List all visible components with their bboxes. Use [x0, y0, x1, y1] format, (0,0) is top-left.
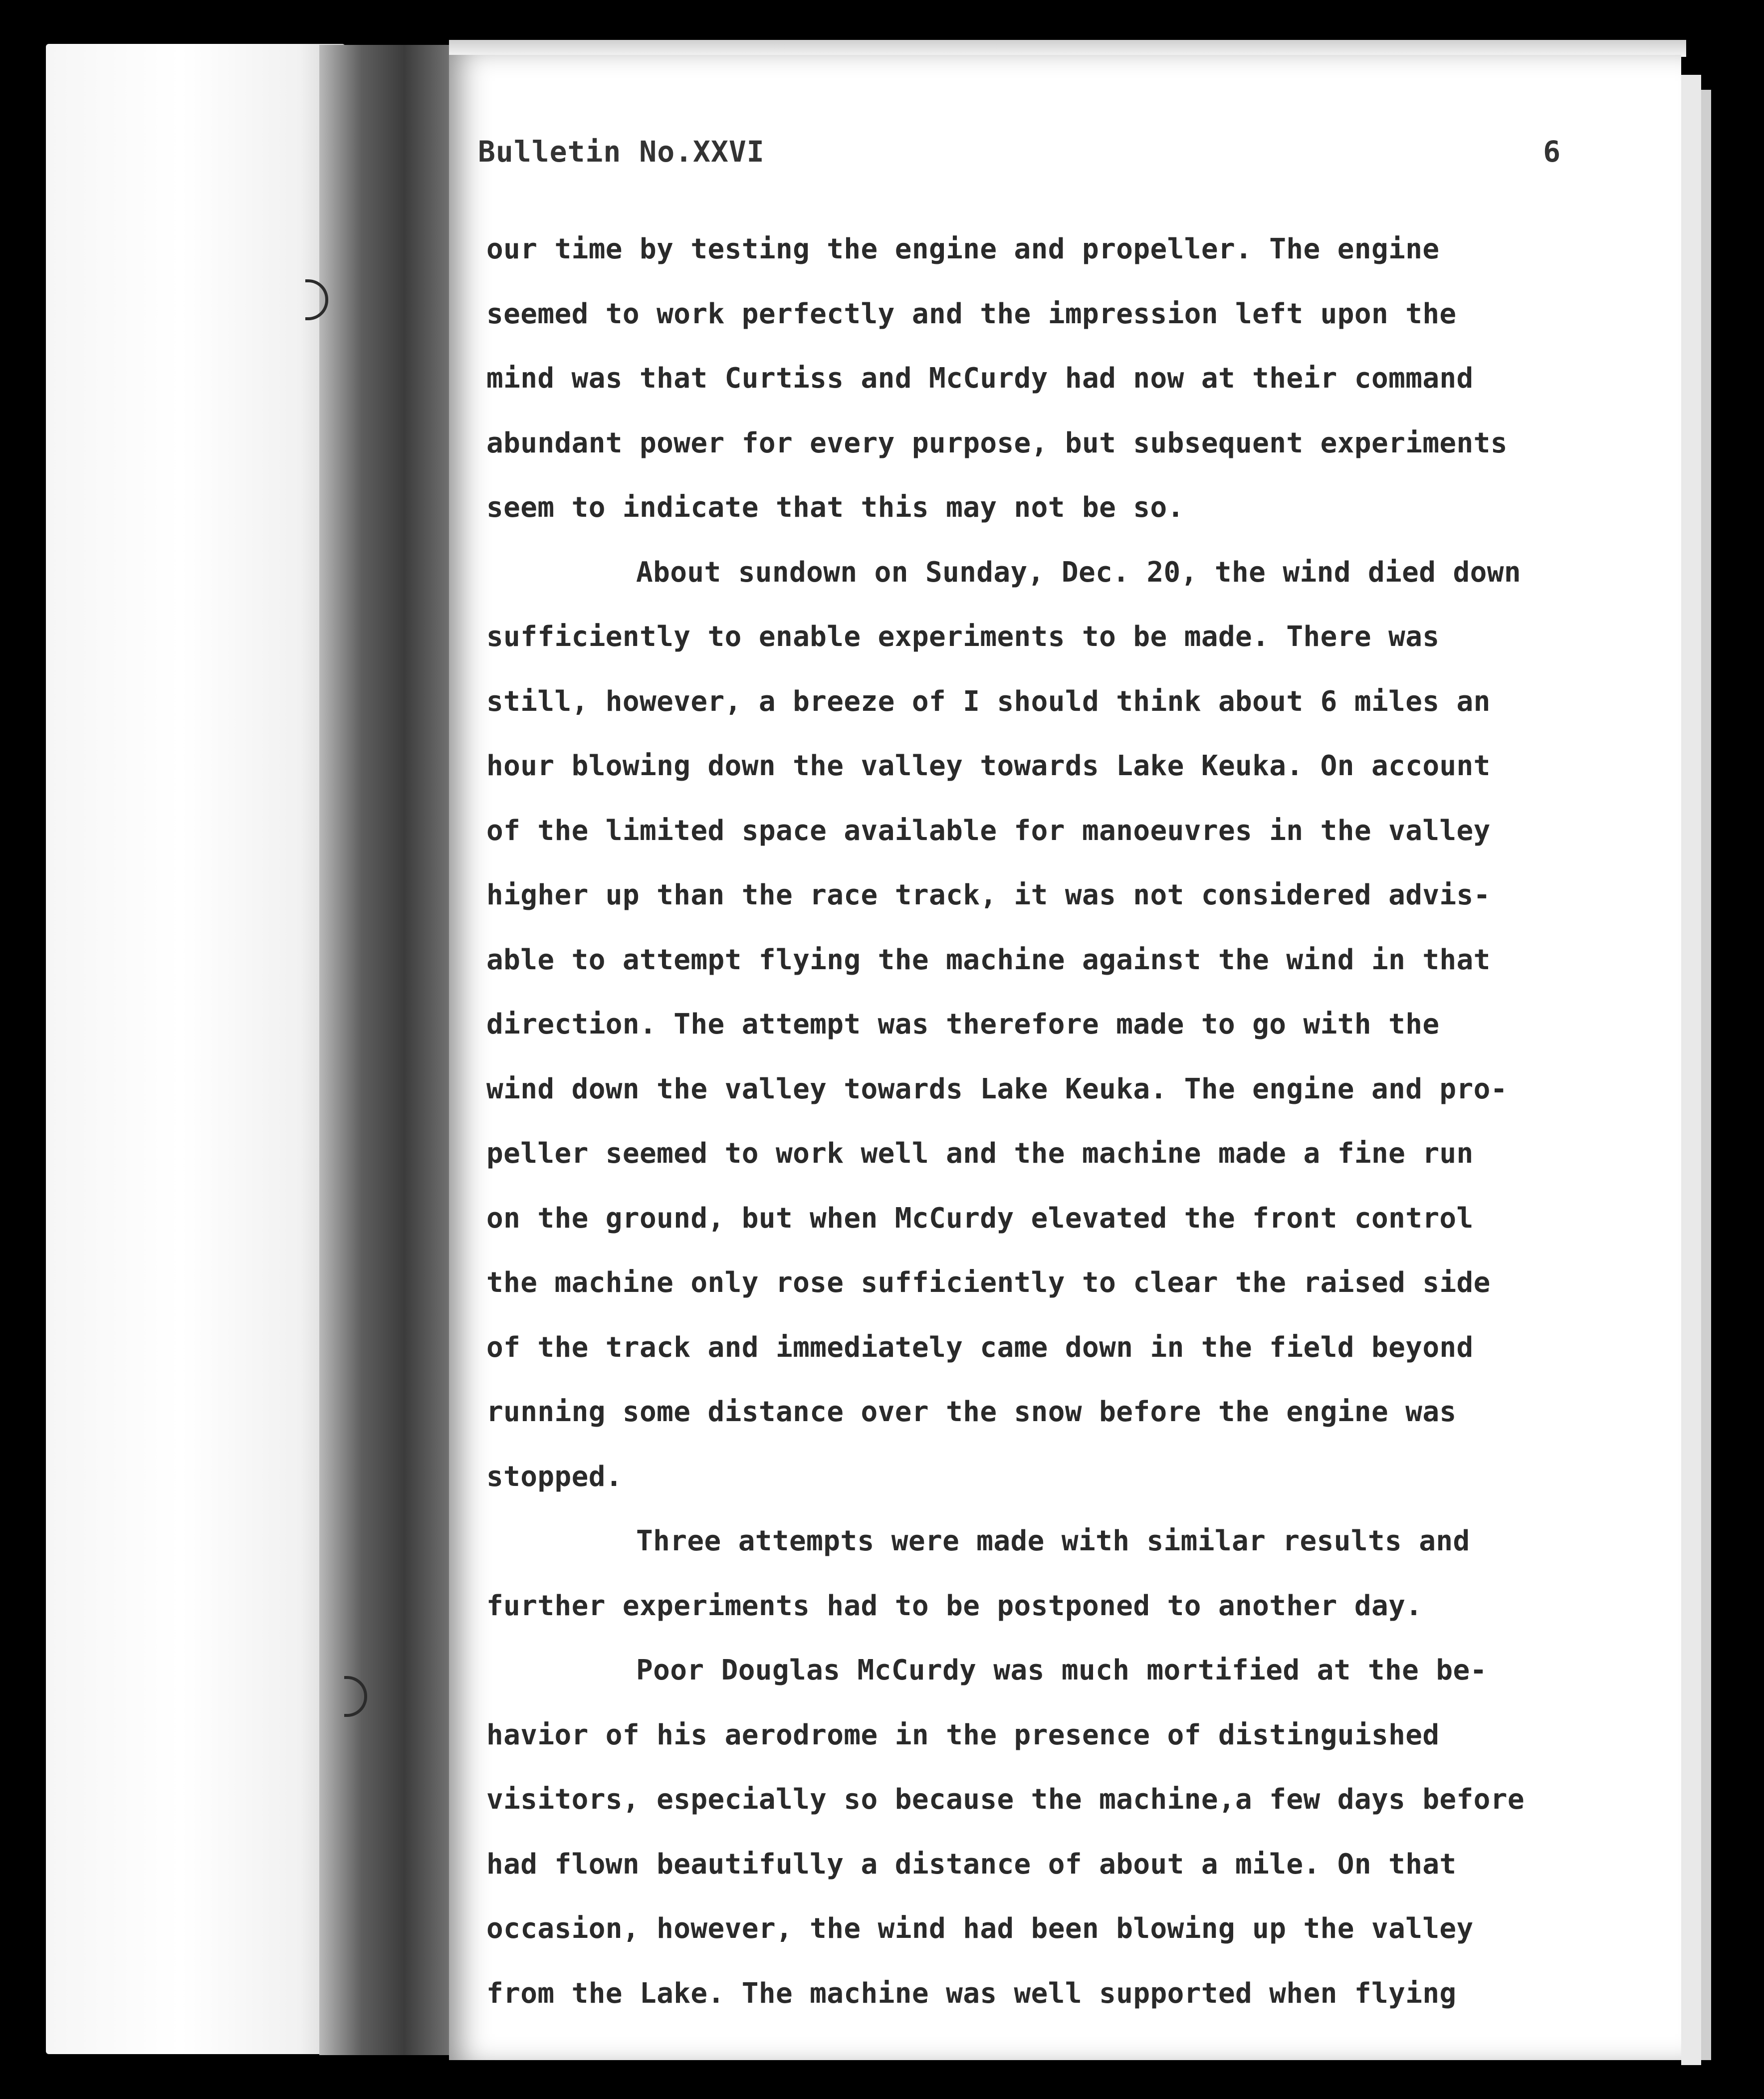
text-line: able to attempt flying the machine against the wind in that — [486, 943, 1491, 976]
page-top-edge — [449, 40, 1686, 57]
text-line: peller seemed to work well and the machine made a fine run — [486, 1137, 1474, 1170]
text-line: our time by testing the engine and propeller. The engine — [486, 233, 1440, 265]
text-line: wind down the valley towards Lake Keuka. The engine and pro- — [486, 1072, 1508, 1105]
page-edge — [1681, 75, 1701, 2065]
text-line: of the track and immediately came down in the field beyond — [486, 1331, 1474, 1364]
text-line: havior of his aerodrome in the presence of distinguished — [486, 1718, 1440, 1751]
text-line: direction. The attempt was therefore made to go with the — [486, 1008, 1440, 1041]
text-line: running some distance over the snow before the engine was — [486, 1396, 1457, 1428]
text-line: visitors, especially so because the machine,a few days before — [486, 1783, 1525, 1816]
text-line: Three attempts were made with similar results and — [636, 1525, 1470, 1557]
text-line: from the Lake. The machine was well supported when flying — [486, 1977, 1457, 2010]
page-number: 6 — [1543, 135, 1560, 169]
text-line: stopped. — [486, 1460, 623, 1493]
page-edge — [1701, 90, 1711, 2060]
binding-strip — [46, 44, 345, 2054]
page-header — [478, 135, 1595, 175]
text-line: About sundown on Sunday, Dec. 20, the wind died down — [636, 556, 1521, 589]
text-line: hour blowing down the valley towards Lake Keuka. On account — [486, 750, 1491, 782]
text-line: the machine only rose sufficiently to clear the raised side — [486, 1266, 1491, 1299]
text-line: mind was that Curtiss and McCurdy had now at their command — [486, 362, 1474, 395]
text-line: sufficiently to enable experiments to be made. There was — [486, 621, 1440, 653]
text-line: of the limited space available for manoeuvres in the valley — [486, 814, 1491, 847]
text-line: seem to indicate that this may not be so. — [486, 491, 1184, 524]
text-line: Poor Douglas McCurdy was much mortified at the be- — [636, 1654, 1487, 1686]
text-line: occasion, however, the wind had been blowing up the valley — [486, 1912, 1474, 1945]
text-line: seemed to work perfectly and the impression left upon the — [486, 297, 1457, 330]
body-text — [486, 227, 1649, 2036]
text-line: higher up than the race track, it was not considered advis- — [486, 879, 1491, 911]
text-line: further experiments had to be postponed to another day. — [486, 1589, 1423, 1622]
bulletin-title: Bulletin No.XXVI — [478, 135, 765, 169]
text-line: on the ground, but when McCurdy elevated the front control — [486, 1202, 1474, 1235]
text-line: abundant power for every purpose, but subsequent experiments — [486, 426, 1508, 459]
text-line: had flown beautifully a distance of about a mile. On that — [486, 1848, 1457, 1881]
text-line: still, however, a breeze of I should think about 6 miles an — [486, 685, 1491, 718]
